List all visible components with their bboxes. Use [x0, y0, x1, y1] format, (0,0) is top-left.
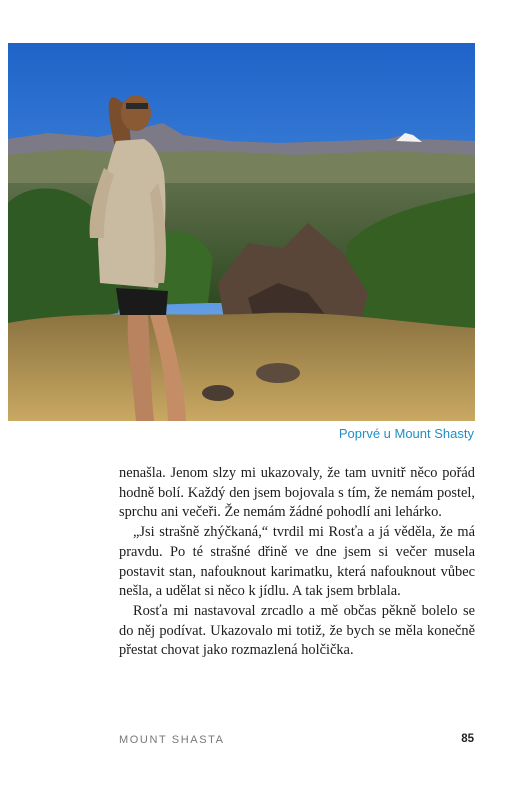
- paragraph-3: Rosťa mi nastavoval zrcadlo a mě občas pěkně bolelo se do něj podívat. Ukazovalo mi totiž, že bych se měla konečně přestat chovat jako rozmazlená holčička.: [119, 602, 475, 659]
- hiker-photo: [8, 43, 475, 421]
- running-footer-chapter: MOUNT SHASTA: [119, 734, 225, 746]
- photo-caption: Poprvé u Mount Shasty: [338, 426, 474, 441]
- page-number: 85: [461, 733, 474, 745]
- body-text: [119, 464, 475, 661]
- paragraph-2: „Jsi strašně zhýčkaná,“ tvrdil mi Rosťa a já věděla, že má pravdu. Po té strašné dřině ve dne jsem si večer musela postavit stan, nafouknout karimatku, která nafouknout vůbec nešla, a udělat si něco k jídlu. A tak jsem brblala.: [119, 524, 475, 600]
- paragraph-1: nenašla. Jenom slzy mi ukazovaly, že tam uvnitř něco pořád hodně bolí. Každý den jsem bojovala s tím, že nemám postel, sprchu ani večeři. Že nemám žádné pohodlí ani lehárko.: [119, 465, 475, 521]
